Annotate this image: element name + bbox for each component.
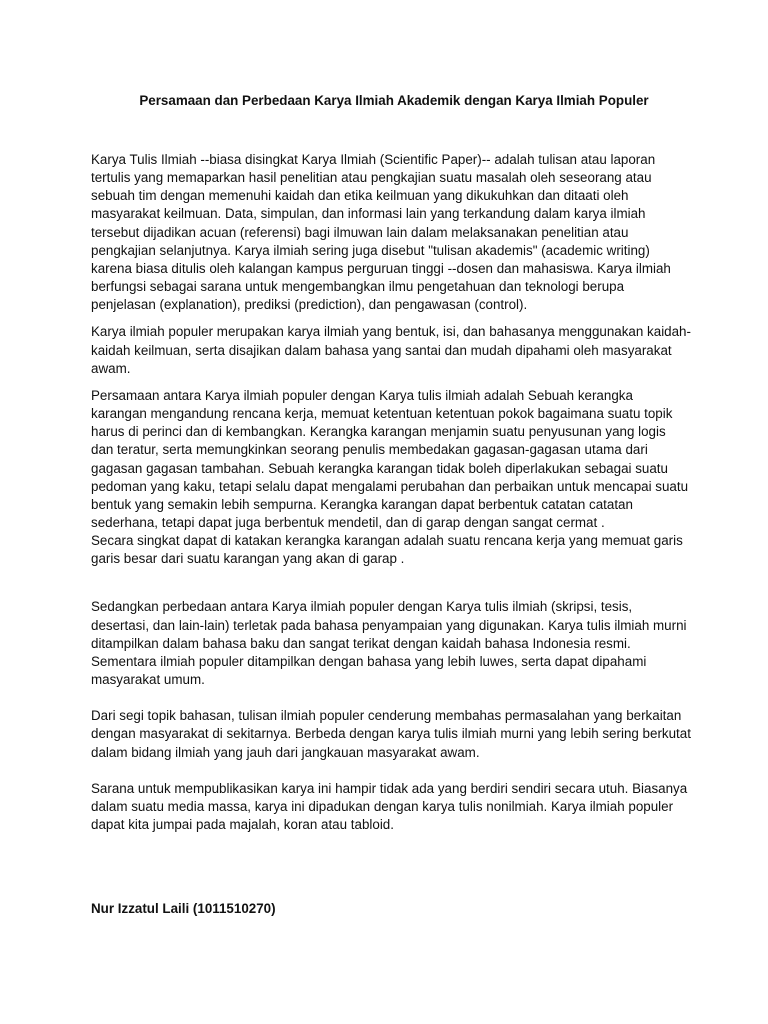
paragraph-differences: Sedangkan perbedaan antara Karya ilmiah populer dengan Karya tulis ilmiah (skripsi, tesis, desertasi, dan lain-lain) terletak pada bahasa penyampaian yang digunakan. Karya tulis ilmiah murni ditampilkan dalam bahasa baku dan sangat terikat dengan kaidah bahasa Indonesia resmi. Sementara ilmiah populer ditampilkan dengan bahasa yang lebih luwes, serta dapat dipahami masyarakat umum.	[91, 599, 687, 688]
document-title: Persamaan dan Perbedaan Karya Ilmiah Akademik dengan Karya Ilmiah Populer	[139, 93, 649, 108]
paragraph-similarities: Persamaan antara Karya ilmiah populer dengan Karya tulis ilmiah adalah Sebuah kerangka karangan mengandung rencana kerja, memuat ketentuan ketentuan pokok bagaimana suatu topik harus di perinci dan di kembangkan. Kerangka karangan menjamin suatu penyusunan yang logis dan teratur, serta memungkinkan seorang penulis membedakan gagasan-gagasan utama dari gagasan gagasan tambahan. Sebuah kerangka karangan tidak boleh diperlakukan sebagai suatu pedoman yang kaku, tetapi selalu dapat mengalami perubahan dan perbaikan untuk mencapai suatu bentuk yang semakin lebih sempurna. Kerangka karangan dapat berbentuk catatan catatan sederhana, tetapi dapat juga berbentuk mendetil, dan di garap dengan sangat cermat .	[91, 387, 689, 530]
paragraph-definition: Karya Tulis Ilmiah --biasa disingkat Karya Ilmiah (Scientific Paper)-- adalah tulisan atau laporan tertulis yang memaparkan hasil penelitian atau pengkajian suatu masalah oleh seseorang atau sebuah tim dengan memenuhi kaidah dan etika keilmuan yang dikukuhkan dan ditaati oleh masyarakat keilmuan. Data, simpulan, dan informasi lain yang terkandung dalam karya ilmiah tersebut dijadikan acuan (referensi) bagi ilmuwan lain dalam melaksanakan penelitian atau pengkajian selanjutnya. Karya ilmiah sering juga disebut "tulisan akademis" (academic writing) karena biasa ditulis oleh kalangan kampus perguruan tinggi --dosen dan mahasiswa. Karya ilmiah berfungsi sebagai sarana untuk mengembangkan ilmu pengetahuan dan teknologi berupa penjelasan (explanation), prediksi (prediction), dan pengawasan (control).	[91, 152, 671, 313]
document-body	[91, 151, 691, 834]
paragraph-summary: Secara singkat dapat di katakan kerangka karangan adalah suatu rencana kerja yang memuat garis garis besar dari suatu karangan yang akan di garap .	[91, 533, 683, 567]
paragraph-popular-definition: Karya ilmiah populer merupakan karya ilmiah yang bentuk, isi, dan bahasanya menggunakan kaidah-kaidah keilmuan, serta disajikan dalam bahasa yang santai dan mudah dipahami oleh masyarakat awam.	[91, 324, 691, 376]
paragraph-topics: Dari segi topik bahasan, tulisan ilmiah populer cenderung membahas permasalahan yang berkaitan dengan masyarakat di sekitarnya. Berbeda dengan karya tulis ilmiah murni yang lebih sering berkutat dalam bidang ilmiah yang jauh dari jangkauan masyarakat awam.	[91, 708, 691, 760]
author-signature: Nur Izzatul Laili (1011510270)	[91, 901, 276, 916]
paragraph-publication: Sarana untuk mempublikasikan karya ini hampir tidak ada yang berdiri sendiri secara utuh. Biasanya dalam suatu media massa, karya ini dipadukan dengan karya tulis nonilmiah. Karya ilmiah populer dapat kita jumpai pada majalah, koran atau tabloid.	[91, 780, 688, 832]
